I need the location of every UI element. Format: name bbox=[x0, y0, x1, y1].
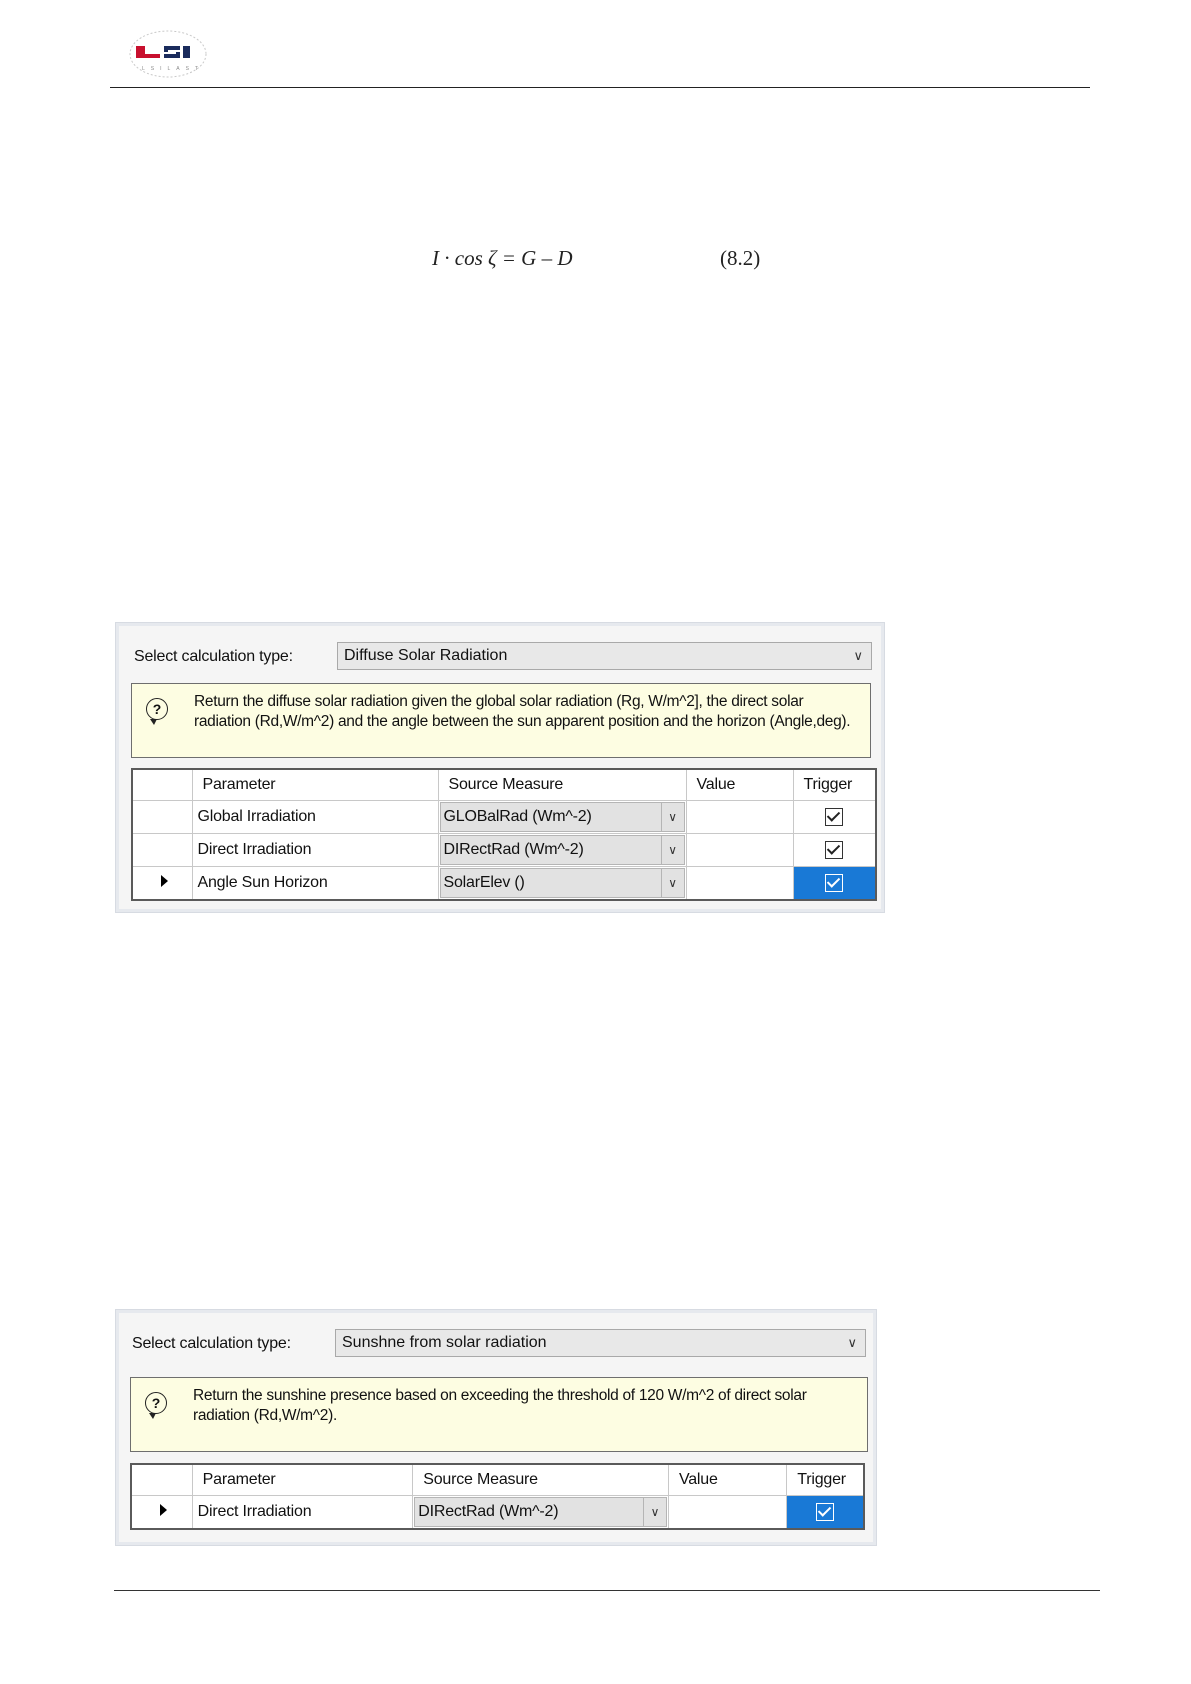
trigger-cell[interactable] bbox=[793, 834, 876, 867]
chevron-down-icon[interactable]: ∨ bbox=[661, 869, 684, 897]
chevron-down-icon[interactable]: ∨ bbox=[661, 836, 684, 864]
source-measure-value: GLOBalRad (Wm^-2) bbox=[443, 808, 592, 825]
calc-type-value: Diffuse Solar Radiation bbox=[344, 647, 508, 664]
value-cell[interactable] bbox=[686, 801, 793, 834]
source-measure-dropdown[interactable] bbox=[440, 802, 685, 832]
lsi-logo bbox=[128, 28, 208, 80]
current-row-arrow-icon bbox=[161, 875, 168, 887]
source-measure-dropdown[interactable] bbox=[440, 835, 685, 865]
value-cell[interactable] bbox=[686, 834, 793, 867]
column-header-value[interactable]: Value bbox=[686, 769, 793, 801]
equation: I · cos ζ = G – D bbox=[432, 246, 573, 270]
table-row[interactable] bbox=[132, 801, 876, 834]
info-text: Return the sunshine presence based on exceeding the threshold of 120 W/m^2 of direct solar radiation (Rd,W/m^2). bbox=[193, 1387, 807, 1424]
column-header-trigger[interactable]: Trigger bbox=[787, 1464, 864, 1496]
calc-panel-diffuse bbox=[116, 623, 884, 912]
calc-type-value: Sunshne from solar radiation bbox=[342, 1334, 547, 1351]
column-header-source-measure[interactable]: Source Measure bbox=[413, 1464, 669, 1496]
source-measure-cell[interactable] bbox=[438, 867, 686, 901]
current-row-arrow-icon bbox=[160, 1504, 167, 1516]
row-header[interactable] bbox=[132, 867, 192, 901]
row-header-corner bbox=[131, 1464, 192, 1496]
grid-header-row bbox=[131, 1464, 864, 1496]
trigger-checkbox[interactable] bbox=[825, 841, 843, 859]
chevron-down-icon[interactable]: ∨ bbox=[661, 803, 684, 831]
select-calc-type-label: Select calculation type: bbox=[132, 1335, 291, 1352]
chevron-down-icon[interactable]: ∨ bbox=[847, 1335, 857, 1350]
source-measure-value: SolarElev () bbox=[443, 874, 525, 891]
svg-text:LSILAST: LSILAST bbox=[142, 66, 205, 72]
info-box bbox=[130, 1377, 868, 1452]
parameter-cell: Direct Irradiation bbox=[192, 1496, 413, 1530]
trigger-cell[interactable] bbox=[787, 1496, 864, 1530]
trigger-cell[interactable] bbox=[793, 801, 876, 834]
trigger-checkbox[interactable] bbox=[816, 1503, 834, 1521]
calc-type-dropdown[interactable] bbox=[335, 1329, 866, 1357]
row-header[interactable] bbox=[132, 801, 192, 834]
source-measure-dropdown[interactable] bbox=[440, 868, 685, 898]
trigger-checkbox[interactable] bbox=[825, 874, 843, 892]
info-text: Return the diffuse solar radiation given the global solar radiation (Rg, W/m^2], the direct solar radiation (Rd,W/m^2) and the angle between the sun apparent position and the horizon (Angle,deg). bbox=[194, 693, 851, 730]
calc-type-dropdown[interactable] bbox=[337, 642, 872, 670]
row-header[interactable] bbox=[131, 1496, 192, 1530]
info-box bbox=[131, 683, 871, 758]
chevron-down-icon[interactable]: ∨ bbox=[643, 1498, 666, 1526]
source-measure-cell[interactable] bbox=[413, 1496, 669, 1530]
trigger-cell[interactable] bbox=[793, 867, 876, 901]
source-measure-value: DIRectRad (Wm^-2) bbox=[443, 841, 584, 858]
source-measure-cell[interactable] bbox=[438, 834, 686, 867]
chevron-down-icon[interactable]: ∨ bbox=[853, 648, 863, 663]
table-row-selected[interactable] bbox=[131, 1496, 864, 1530]
column-header-value[interactable]: Value bbox=[668, 1464, 786, 1496]
trigger-checkbox[interactable] bbox=[825, 808, 843, 826]
source-measure-cell[interactable] bbox=[438, 801, 686, 834]
column-header-parameter[interactable]: Parameter bbox=[192, 1464, 413, 1496]
row-header[interactable] bbox=[132, 834, 192, 867]
table-row-selected[interactable] bbox=[132, 867, 876, 901]
parameter-cell: Global Irradiation bbox=[192, 801, 438, 834]
source-measure-dropdown[interactable] bbox=[414, 1497, 667, 1527]
header-rule bbox=[110, 87, 1090, 88]
table-row[interactable] bbox=[132, 834, 876, 867]
column-header-parameter[interactable]: Parameter bbox=[192, 769, 438, 801]
grid-header-row bbox=[132, 769, 876, 801]
help-bubble-icon: ? bbox=[145, 1392, 167, 1414]
footer-rule bbox=[114, 1590, 1100, 1591]
parameter-cell: Angle Sun Horizon bbox=[192, 867, 438, 901]
help-bubble-icon: ? bbox=[146, 698, 168, 720]
equation-number: (8.2) bbox=[720, 246, 761, 270]
source-measure-value: DIRectRad (Wm^-2) bbox=[418, 1503, 559, 1520]
row-header-corner bbox=[132, 769, 192, 801]
column-header-source-measure[interactable]: Source Measure bbox=[438, 769, 686, 801]
calc-panel-sunshine bbox=[116, 1310, 876, 1545]
column-header-trigger[interactable]: Trigger bbox=[793, 769, 876, 801]
select-calc-type-label: Select calculation type: bbox=[134, 648, 293, 665]
value-cell[interactable] bbox=[668, 1496, 786, 1530]
parameter-cell: Direct Irradiation bbox=[192, 834, 438, 867]
parameter-grid bbox=[130, 1463, 865, 1530]
value-cell[interactable] bbox=[686, 867, 793, 901]
parameter-grid bbox=[131, 768, 877, 901]
